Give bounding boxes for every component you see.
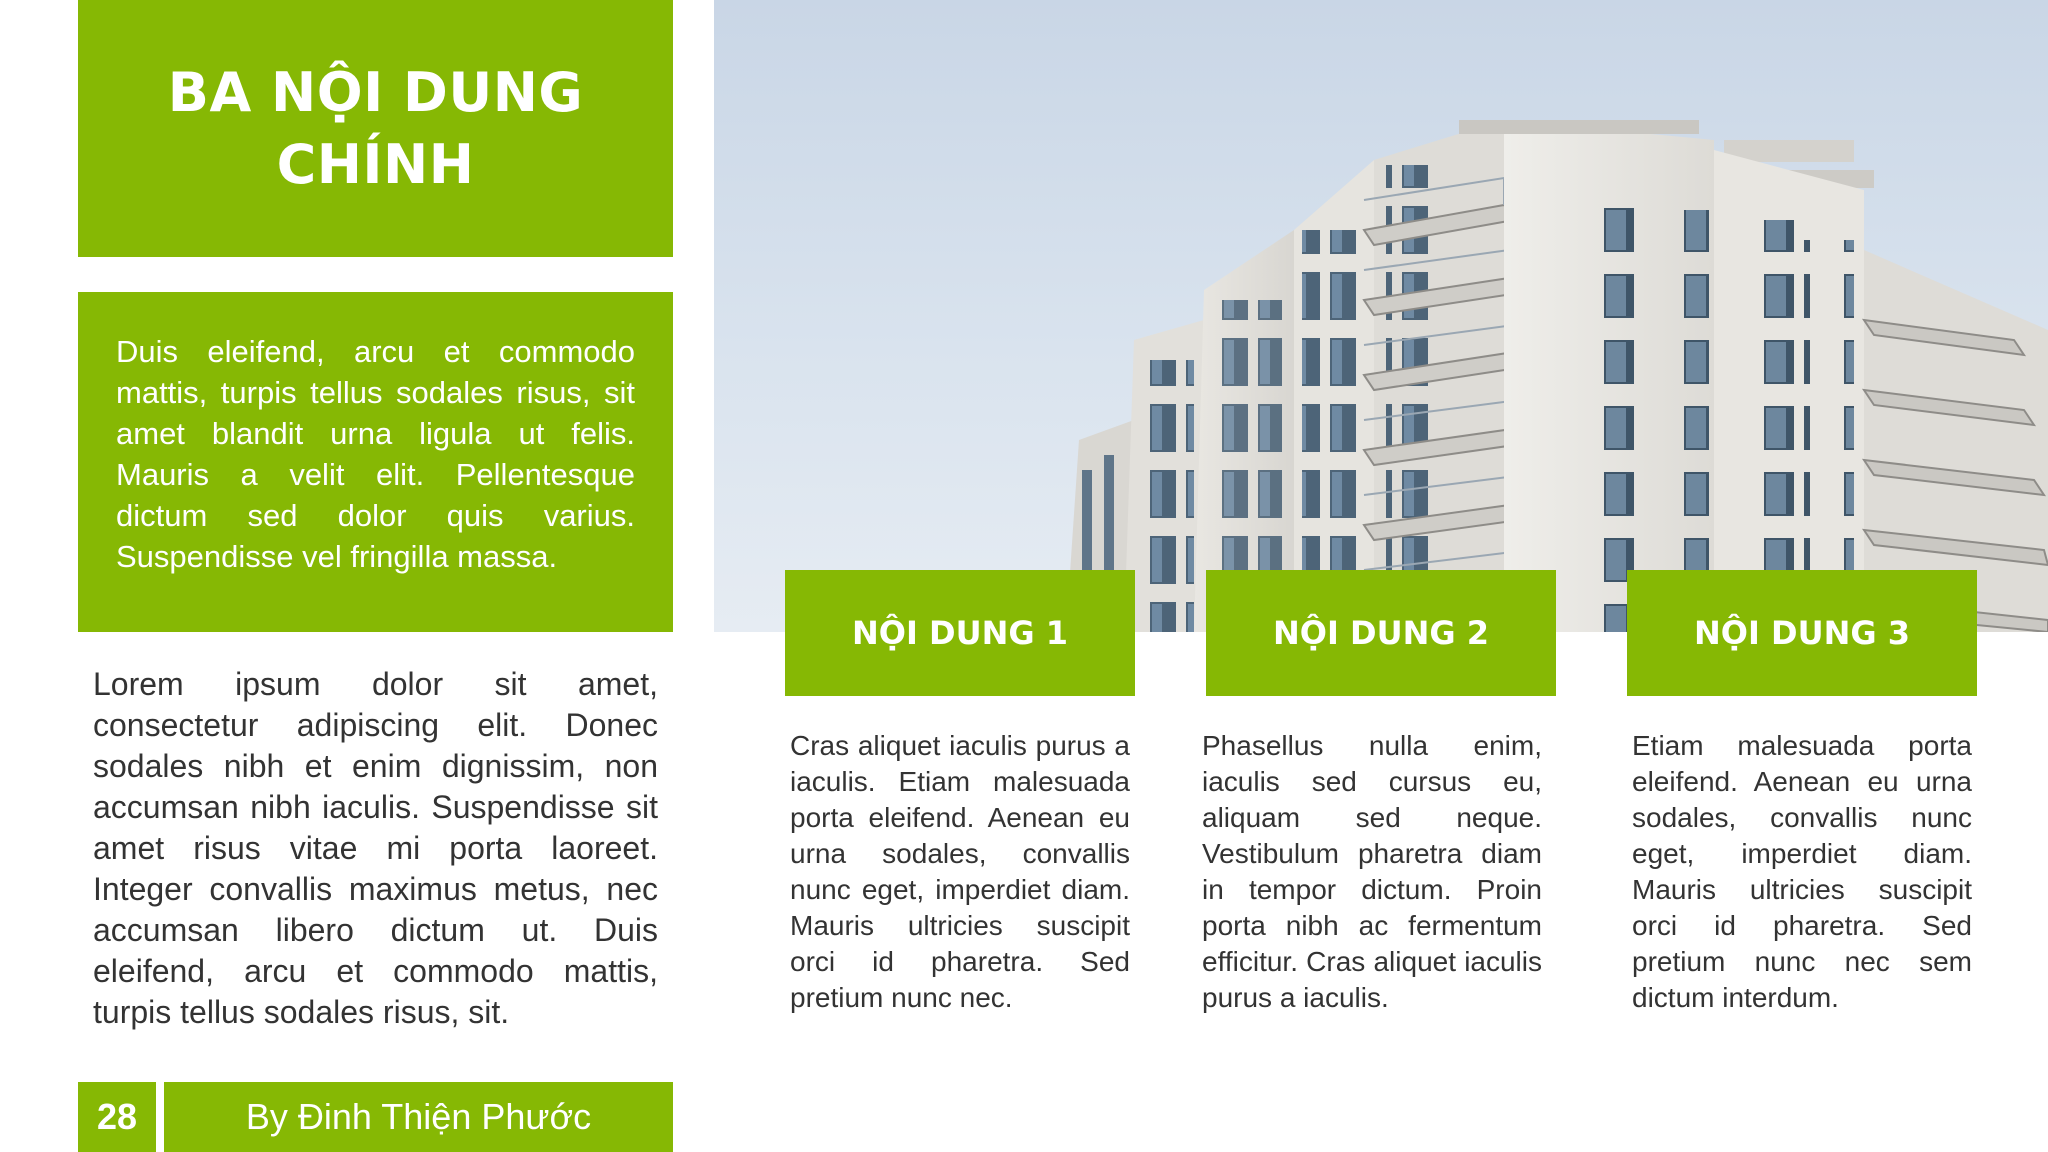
card-3-text: Etiam malesuada porta eleifend. Aenean eu urna sodales, convallis nunc eget, imperdiet diam. Mauris ultricies suscipit orci id pharetra. Sed pretium nunc nec sem dictum interdum. — [1632, 730, 1972, 1013]
author-footer: By Đinh Thiện Phước — [164, 1082, 673, 1152]
title-box — [78, 0, 673, 257]
card-1-text: Cras aliquet iaculis purus a iaculis. Etiam malesuada porta eleifend. Aenean eu urna sodales, convallis nunc eget, imperdiet diam. Mauris ultricies suscipit orci id pharetra. Sed pretium nunc nec. — [790, 730, 1130, 1013]
card-2-header — [1206, 570, 1556, 696]
card-3-title: NỘI DUNG 3 — [1693, 614, 1911, 652]
card-2-title: NỘI DUNG 2 — [1272, 614, 1490, 652]
intro-text: Duis eleifend, arcu et commodo mattis, turpis tellus sodales risus, sit amet blandit urna ligula ut felis. Mauris a velit elit. Pellentesque dictum sed dolor quis varius. Suspendisse vel fringilla massa. — [116, 334, 635, 574]
body-text: Lorem ipsum dolor sit amet, consectetur adipiscing elit. Donec sodales nibh et enim dignissim, non accumsan nibh iaculis. Suspendisse sit amet risus vitae mi porta laoreet. Integer convallis maximus metus, nec accumsan libero dictum ut. Duis eleifend, arcu et commodo mattis, turpis tellus sodales risus, sit. — [93, 666, 658, 1030]
apartment-building-photo — [714, 0, 2048, 632]
page-number: 28 — [78, 1082, 156, 1152]
slide-title: BA NỘI DUNG CHÍNH — [167, 60, 584, 196]
card-1-header — [785, 570, 1135, 696]
card-1-title: NỘI DUNG 1 — [851, 614, 1069, 652]
card-2-text: Phasellus nulla enim, iaculis sed cursus eu, aliquam sed neque. Vestibulum pharetra diam in tempor dictum. Proin porta nibh ac fermentum efficitur. Cras aliquet iaculis purus a iaculis. — [1202, 730, 1542, 1013]
intro-box — [78, 292, 673, 632]
card-3-header — [1627, 570, 1977, 696]
